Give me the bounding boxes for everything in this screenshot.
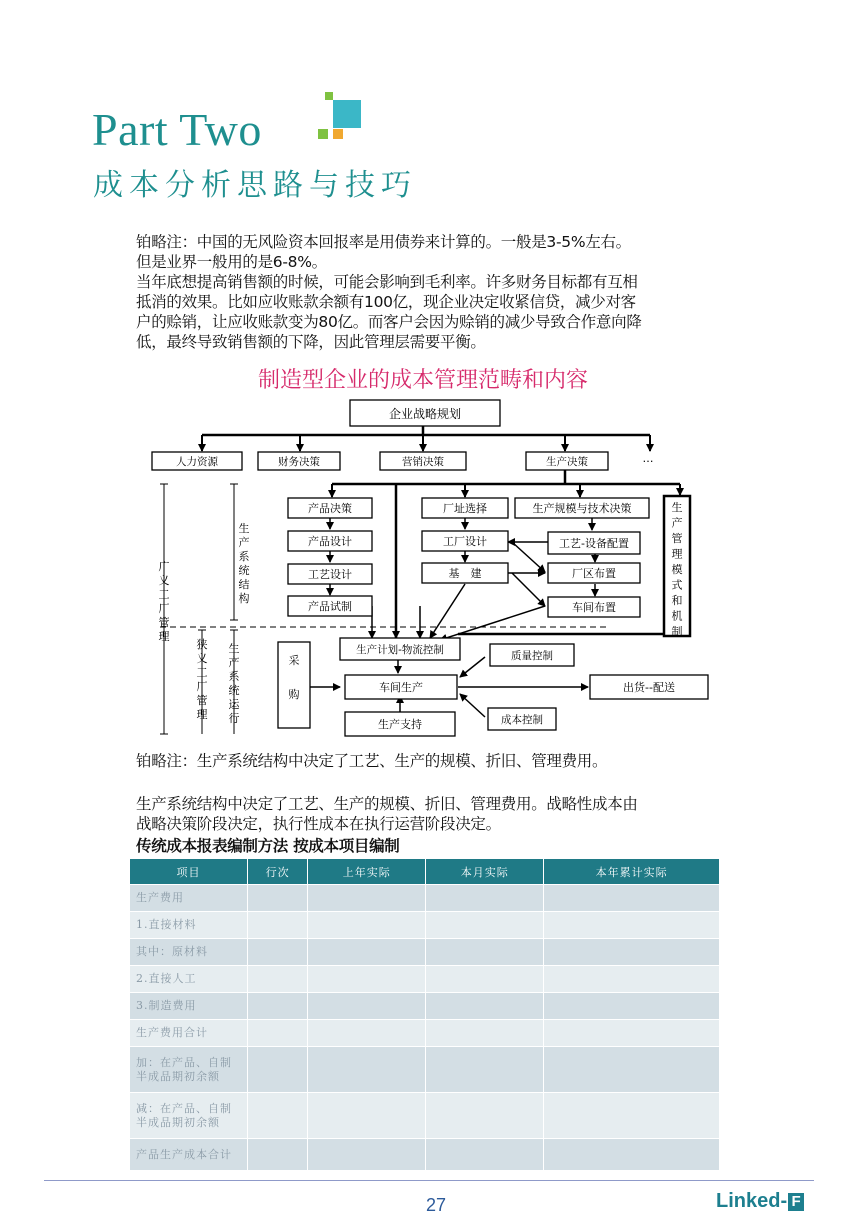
node-quality: 质量控制 bbox=[511, 650, 553, 662]
table-header-row bbox=[130, 859, 720, 885]
table-row bbox=[130, 1047, 720, 1093]
row-label: 减：在产品、自制半成品期初余额 bbox=[130, 1093, 248, 1139]
node-workshop-layout: 车间布置 bbox=[572, 601, 616, 614]
row-label: 其中：原材料 bbox=[130, 939, 248, 966]
node-construction: 基 建 bbox=[448, 567, 482, 580]
row-label: 1.直接材料 bbox=[130, 912, 248, 939]
note-risk-free-return bbox=[136, 232, 736, 352]
footer-divider bbox=[44, 1180, 814, 1181]
node-mgmt-mode: 生产管理模式和机制 bbox=[671, 501, 683, 638]
diagram-title: 制造型企业的成本管理范畴和内容 bbox=[257, 368, 589, 393]
row-label: 生产费用合计 bbox=[130, 1020, 248, 1047]
logo-square-orange bbox=[333, 129, 343, 139]
node-factory-design: 工厂设计 bbox=[443, 535, 487, 548]
row-label: 加：在产品、自制半成品期初余额 bbox=[130, 1047, 248, 1093]
brand-text: Linked- bbox=[716, 1190, 788, 1212]
row-label: 3.制造费用 bbox=[130, 993, 248, 1020]
brand-box: F bbox=[788, 1193, 804, 1211]
note-line: 抵消的效果。比如应收账款余额有100亿，现企业决定收紧信贷，减少对客 bbox=[136, 293, 636, 311]
page-number: 27 bbox=[426, 1195, 447, 1215]
node-plant-layout: 厂区布置 bbox=[572, 567, 616, 580]
node-scale-tech: 生产规模与技术决策 bbox=[532, 502, 632, 515]
label-broad-management: 广义工厂管理 bbox=[158, 560, 170, 643]
node-purchase: 采购 bbox=[288, 654, 300, 701]
row-label: 产品生产成本合计 bbox=[130, 1139, 248, 1171]
node-marketing: 营销决策 bbox=[402, 456, 444, 468]
node-product-decision: 产品决策 bbox=[308, 502, 352, 515]
col-line: 行次 bbox=[248, 859, 308, 885]
label-system-operation: 生产系统运行 bbox=[228, 642, 240, 725]
table-row bbox=[130, 912, 720, 939]
col-last-year: 上年实际 bbox=[308, 859, 426, 885]
note-line: 低，最终导致销售额的下降，因此管理层需要平衡。 bbox=[136, 333, 486, 351]
col-this-month: 本月实际 bbox=[426, 859, 544, 885]
col-item: 项目 bbox=[130, 859, 248, 885]
logo-square-green bbox=[325, 92, 333, 100]
node-cost-control: 成本控制 bbox=[501, 714, 543, 726]
part-subtitle: 成本分析思路与技巧 bbox=[93, 168, 417, 203]
table-row bbox=[130, 966, 720, 993]
node-strategy: 企业战略规划 bbox=[388, 407, 462, 421]
note-line: 生产系统结构中决定了工艺、生产的规模、折旧、管理费用。战略性成本由 bbox=[136, 795, 638, 813]
note-line: 但是业界一般用的是6-8%。 bbox=[136, 253, 327, 271]
node-workshop: 车间生产 bbox=[379, 681, 423, 694]
note-line: 铂略注：中国的无风险资本回报率是用债券来计算的。一般是3-5%左右。 bbox=[136, 233, 631, 251]
node-hr: 人力资源 bbox=[176, 456, 218, 468]
node-support: 生产支持 bbox=[378, 718, 422, 731]
node-finance: 财务决策 bbox=[278, 456, 320, 468]
note-system-structure: 铂略注：生产系统结构中决定了工艺、生产的规模、折旧、管理费用。 bbox=[136, 752, 608, 770]
note-line: 户的赊销，让应收账款变为80亿。而客户会因为赊销的减少导致合作意向降 bbox=[136, 313, 642, 331]
node-product-design: 产品设计 bbox=[308, 535, 352, 548]
table-row bbox=[130, 885, 720, 912]
table-title: 传统成本报表编制方法 按成本项目编制 bbox=[136, 837, 400, 855]
node-plan: 生产计划-物流控制 bbox=[356, 644, 444, 656]
logo-square-teal bbox=[333, 100, 361, 128]
node-production: 生产决策 bbox=[546, 456, 588, 468]
table-row bbox=[130, 1093, 720, 1139]
table-row bbox=[130, 993, 720, 1020]
row-label: 2.直接人工 bbox=[130, 966, 248, 993]
node-equipment: 工艺-设备配置 bbox=[559, 537, 629, 550]
table-row bbox=[130, 939, 720, 966]
label-system-structure: 生产系统结构 bbox=[238, 522, 250, 605]
cost-report-table bbox=[129, 858, 720, 1171]
row-label: 生产费用 bbox=[130, 885, 248, 912]
node-ellipsis: … bbox=[642, 452, 654, 465]
table-row bbox=[130, 1139, 720, 1171]
node-process-design: 工艺设计 bbox=[308, 568, 352, 581]
table-row bbox=[130, 1020, 720, 1047]
note-strategic-cost bbox=[136, 794, 736, 834]
part-title: Part Two bbox=[92, 104, 262, 155]
label-narrow-management: 狭义工厂管理 bbox=[196, 638, 208, 721]
note-line: 当年底想提高销售额的时候，可能会影响到毛利率。许多财务目标都有互相 bbox=[136, 273, 638, 291]
brand-logo bbox=[716, 1190, 804, 1213]
note-line: 战略决策阶段决定，执行性成本在执行运营阶段决定。 bbox=[136, 815, 501, 833]
cost-management-diagram bbox=[140, 362, 720, 742]
node-shipping: 出货--配送 bbox=[623, 681, 675, 694]
logo-square-green-small bbox=[318, 129, 328, 139]
node-site: 厂址选择 bbox=[443, 502, 487, 515]
col-ytd: 本年累计实际 bbox=[544, 859, 720, 885]
node-trial: 产品试制 bbox=[308, 600, 352, 613]
